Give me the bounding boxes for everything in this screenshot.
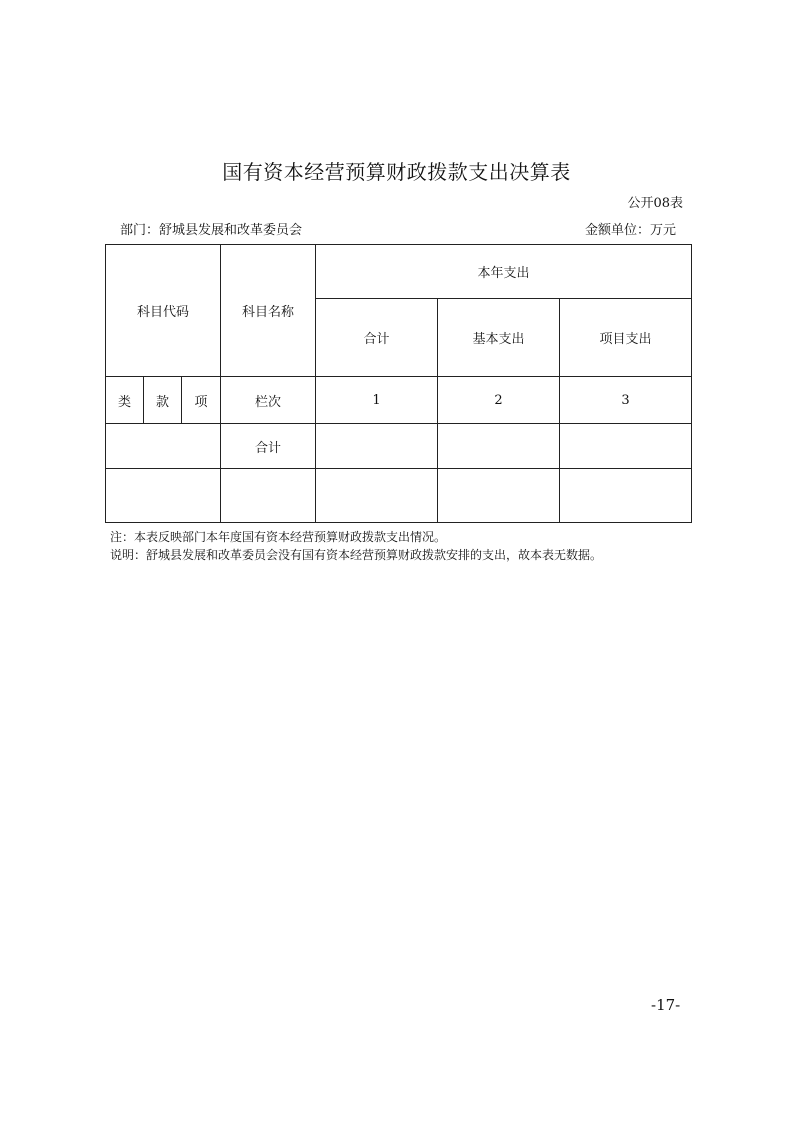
category-cell: 类 [106, 377, 144, 424]
total-row-label: 合计 [221, 424, 316, 469]
current-year-expenditure-header: 本年支出 [316, 245, 692, 299]
total-row [106, 424, 692, 469]
total-header: 合计 [316, 299, 438, 377]
empty-row-basic-cell [438, 469, 560, 523]
form-code: 公开08表 [627, 196, 683, 211]
subject-name-header: 科目名称 [221, 245, 316, 377]
basic-expenditure-header: 基本支出 [438, 299, 560, 377]
empty-row-project-cell [560, 469, 692, 523]
column-3-cell: 3 [560, 377, 692, 424]
project-expenditure-header: 项目支出 [560, 299, 692, 377]
column-2-cell: 2 [438, 377, 560, 424]
column-order-cell: 栏次 [221, 377, 316, 424]
subject-code-header: 科目代码 [106, 245, 221, 377]
total-row-total-cell [316, 424, 438, 469]
section-cell: 款 [144, 377, 182, 424]
expenditure-table [105, 244, 692, 523]
amount-unit-label: 金额单位：万元 [584, 223, 676, 238]
empty-row-name-cell [221, 469, 316, 523]
total-row-basic-cell [438, 424, 560, 469]
header-row-1 [106, 245, 692, 299]
total-row-code-cell [106, 424, 221, 469]
empty-row [106, 469, 692, 523]
explanation-text: 说明：舒城县发展和改革委员会没有国有资本经营预算财政拨款安排的支出，故本表无数据。 [110, 548, 603, 562]
note-text: 注：本表反映部门本年度国有资本经营预算财政拨款支出情况。 [110, 530, 447, 544]
page-title: 国有资本经营预算财政拨款支出决算表 [222, 160, 571, 184]
column-1-cell: 1 [316, 377, 438, 424]
column-index-row [106, 377, 692, 424]
empty-row-total-cell [316, 469, 438, 523]
item-cell: 项 [182, 377, 221, 424]
total-row-project-cell [560, 424, 692, 469]
notes-block [110, 528, 602, 564]
empty-row-code-cell [106, 469, 221, 523]
page-number: -17- [651, 996, 681, 1014]
department-label: 部门：舒城县发展和改革委员会 [120, 223, 303, 238]
